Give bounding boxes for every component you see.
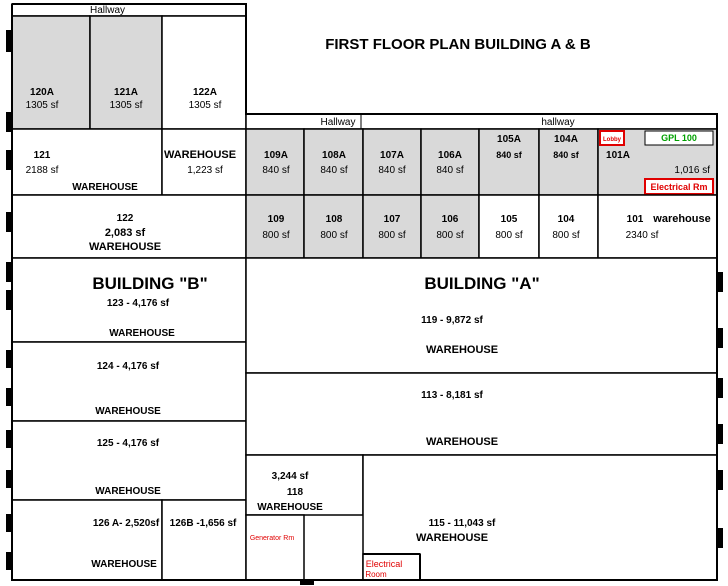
plan-title: FIRST FLOOR PLAN BUILDING A & B — [325, 36, 591, 53]
generator-room-label: Generator Rm — [249, 535, 295, 542]
door-marker — [6, 514, 12, 532]
door-marker — [717, 272, 723, 292]
room-105a-num: 105A — [497, 134, 521, 145]
room-125-label: 125 - 4,176 sf — [96, 438, 160, 449]
electrical-rm-label: Electrical Rm — [650, 182, 708, 192]
lobby-label: Lobby — [603, 137, 621, 143]
room-106-num: 106 — [441, 214, 459, 225]
top-hallway — [12, 4, 246, 16]
room-101a-sf: 1,016 sf — [674, 165, 710, 176]
room-109-sf: 800 sf — [262, 230, 290, 241]
room-106a-num: 106A — [438, 150, 462, 161]
room-122a-num: 122A — [193, 87, 217, 98]
room-118-sf: 3,244 sf — [271, 471, 309, 482]
room-122a-warehouse — [162, 129, 246, 195]
room-104-num: 104 — [557, 214, 575, 225]
gpl-label: GPL 100 — [661, 133, 697, 143]
room-107a-num: 107A — [380, 150, 404, 161]
room-120a-sf: 1305 sf — [25, 100, 59, 111]
room-122-warehouse: WAREHOUSE — [88, 241, 162, 253]
room-121a-num: 121A — [114, 87, 138, 98]
electrical-room-label-2: Room — [365, 570, 387, 579]
room-109a — [246, 129, 304, 195]
door-marker — [6, 150, 12, 170]
room-101-sf: 2340 sf — [625, 230, 659, 241]
door-marker — [300, 580, 314, 585]
room-126b-label: 126B -1,656 sf — [169, 518, 237, 529]
door-marker — [6, 30, 12, 52]
room-108-num: 108 — [325, 214, 343, 225]
room-101-num: 101 — [626, 214, 644, 225]
room-121-sf: 2188 sf — [25, 165, 59, 176]
room-101 — [598, 195, 717, 258]
room-121-num: 121 — [33, 150, 51, 161]
door-marker — [717, 424, 723, 444]
room-120a-num: 120A — [30, 87, 54, 98]
door-marker — [717, 470, 723, 490]
room-104-sf: 800 sf — [552, 230, 580, 241]
room-106a-sf: 840 sf — [436, 165, 464, 176]
room-108-sf: 800 sf — [320, 230, 348, 241]
building-a-label: BUILDING "A" — [424, 274, 540, 293]
room-123-label: 123 - 4,176 sf — [106, 298, 170, 309]
electrical-room-label-1: Electrical — [365, 559, 403, 569]
room-121a — [90, 16, 162, 129]
room-122-sf: 2,083 sf — [104, 227, 146, 239]
room-108a-num: 108A — [322, 150, 346, 161]
room-119-warehouse: WAREHOUSE — [425, 344, 499, 356]
room-118-num: 118 — [286, 487, 304, 498]
room-105 — [479, 195, 539, 258]
room-104 — [539, 195, 598, 258]
room-125-warehouse: WAREHOUSE — [95, 486, 161, 497]
room-115-warehouse: WAREHOUSE — [415, 532, 489, 544]
room-126a-label: 126 A- 2,520sf — [92, 518, 160, 529]
room-104a-sf: 840 sf — [553, 150, 579, 160]
room-121-warehouse: WAREHOUSE — [72, 182, 138, 193]
room-124-label: 124 - 4,176 sf — [96, 361, 160, 372]
room-115-label: 115 - 11,043 sf — [428, 518, 496, 529]
room-107a — [363, 129, 421, 195]
room-105-num: 105 — [500, 214, 518, 225]
room-106a — [421, 129, 479, 195]
door-marker — [717, 328, 723, 348]
room-101a-num: 101A — [606, 150, 630, 161]
room-123-warehouse: WAREHOUSE — [109, 328, 175, 339]
room-108a-sf: 840 sf — [320, 165, 348, 176]
room-106 — [421, 195, 479, 258]
room-113-warehouse: WAREHOUSE — [425, 436, 499, 448]
room-108a — [304, 129, 363, 195]
room-121a-sf: 1305 sf — [109, 100, 143, 111]
room-109a-sf: 840 sf — [262, 165, 290, 176]
room-104a-num: 104A — [554, 134, 578, 145]
mid-hallway-left-label: Hallway — [320, 117, 356, 128]
door-marker — [6, 290, 12, 310]
room-107a-sf: 840 sf — [378, 165, 406, 176]
room-120a — [12, 16, 90, 129]
room-107 — [363, 195, 421, 258]
room-126b — [162, 500, 246, 580]
room-101-label: warehouse — [653, 213, 711, 225]
room-113-label: 113 - 8,181 sf — [421, 390, 483, 401]
room-106-sf: 800 sf — [436, 230, 464, 241]
room-107-sf: 800 sf — [378, 230, 406, 241]
room-107-num: 107 — [383, 214, 401, 225]
room-108 — [304, 195, 363, 258]
generator-room — [246, 515, 304, 580]
door-marker — [6, 470, 12, 488]
room-109-num: 109 — [267, 214, 285, 225]
room-109a-num: 109A — [264, 150, 288, 161]
room-122a-sf: 1305 sf — [188, 100, 222, 111]
door-marker — [6, 350, 12, 368]
room-124-warehouse: WAREHOUSE — [95, 406, 161, 417]
room-105a-sf: 840 sf — [496, 150, 522, 160]
room-122a-warehouse-sf: 1,223 sf — [187, 165, 223, 176]
mid-hallway-right-label: hallway — [541, 117, 575, 128]
room-122a — [162, 16, 246, 129]
door-marker — [717, 528, 723, 548]
door-marker — [6, 262, 12, 282]
room-122a-warehouse-label: WAREHOUSE — [163, 149, 237, 161]
door-marker — [6, 212, 12, 232]
mid-hallway — [246, 114, 717, 129]
top-hallway-label: Hallway — [90, 5, 126, 16]
room-105-sf: 800 sf — [495, 230, 523, 241]
door-marker — [717, 378, 723, 398]
door-marker — [6, 552, 12, 570]
room-109 — [246, 195, 304, 258]
room-126a-warehouse: WAREHOUSE — [91, 559, 157, 570]
room-119-label: 119 - 9,872 sf — [421, 315, 483, 326]
building-b-label: BUILDING "B" — [92, 274, 208, 293]
room-122-num: 122 — [116, 213, 134, 224]
room-118-warehouse: WAREHOUSE — [257, 502, 323, 513]
door-marker — [6, 430, 12, 448]
door-marker — [6, 388, 12, 406]
door-marker — [6, 112, 12, 132]
